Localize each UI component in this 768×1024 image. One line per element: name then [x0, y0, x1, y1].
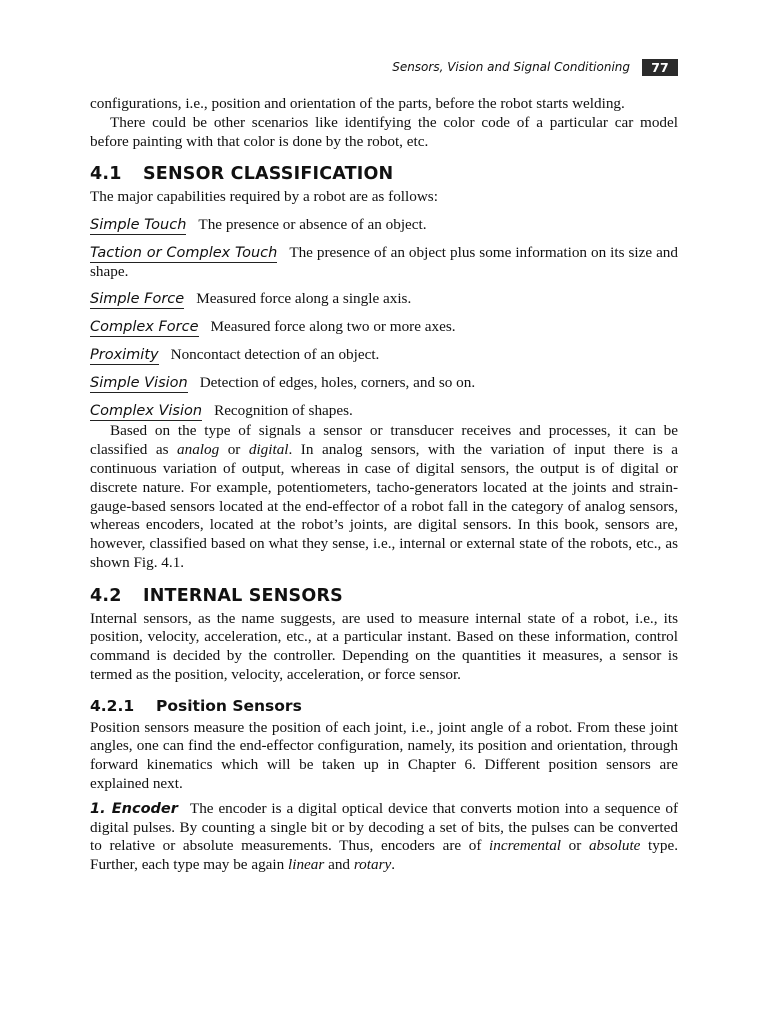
capability-term: Simple Vision	[90, 374, 188, 391]
section-heading-4-2	[90, 587, 678, 606]
encoder-paragraph: 1. Encoder The encoder is a digital optical device that converts motion into a sequence of digital pulses. By counting a single bit or by decoding a set of bits, the pulses can be converted to relative or absolute measurements. Thus, encoders are of incremental or absolute type. Further, each type may be again linear and rotary.	[90, 799, 679, 874]
capability-item	[90, 374, 678, 393]
section-heading-4-1	[90, 165, 678, 184]
capability-term: Simple Touch	[90, 216, 187, 233]
term-digital: digital	[248, 441, 289, 459]
subsection-number: 4.2.1	[90, 696, 135, 715]
capability-term: Complex Vision	[90, 402, 203, 419]
capabilities-lead: The major capabilities required by a robot are as follows:	[90, 188, 438, 206]
running-header	[90, 58, 678, 76]
capability-desc: Recognition of shapes.	[214, 401, 353, 419]
capability-item	[90, 402, 678, 421]
capability-term: Complex Force	[90, 319, 199, 336]
section-number: 4.2	[90, 585, 122, 606]
capability-desc: Measured force along a single axis.	[196, 290, 412, 308]
capability-desc: Noncontact detection of an object.	[170, 345, 380, 363]
subsection-title: Position Sensors	[156, 696, 302, 715]
section-number: 4.1	[90, 164, 122, 185]
page-body	[90, 95, 678, 875]
capability-item	[90, 290, 678, 309]
capability-term: Taction or Complex Touch	[90, 244, 278, 261]
capability-desc: Measured force along two or more axes.	[210, 318, 456, 336]
capability-desc: Detection of edges, holes, corners, and so on.	[199, 373, 476, 391]
capability-item	[90, 346, 678, 365]
intro-paragraph-1: configurations, i.e., position and orientation of the parts, before the robot starts welding.	[90, 95, 625, 112]
running-title: Sensors, Vision and Signal Conditioning	[392, 60, 630, 74]
internal-sensors-paragraph: Internal sensors, as the name suggests, are used to measure internal state of a robot, i.e., its position, velocity, acceleration, etc., at a particular instant. Based on these information, control command is decided by the controller. Depending on the quantities it measures, a sensor is termed as the position, velocity, acceleration, or force sensor.	[90, 609, 678, 683]
page-number-badge: 77	[642, 59, 678, 76]
capability-item	[90, 216, 678, 235]
section-title: INTERNAL SENSORS	[143, 585, 343, 606]
section-title: SENSOR CLASSIFICATION	[143, 164, 394, 185]
intro-paragraph-2: There could be other scenarios like identifying the color code of a particular car model before painting with that color is done by the robot, etc.	[90, 113, 678, 150]
term-analog: analog	[177, 441, 220, 459]
subsection-heading-4-2-1	[90, 697, 678, 716]
capability-term: Proximity	[90, 346, 159, 363]
encoder-label: 1. Encoder	[90, 800, 178, 817]
capability-item	[90, 244, 678, 282]
capability-desc: The presence or absence of an object.	[198, 215, 427, 233]
position-sensors-paragraph: Position sensors measure the position of each joint, i.e., joint angle of a robot. From these joint angles, one can find the end-effector configuration, namely, its position and orientation, through forward kinematics which will be taken up in Chapter 6. Different position sensors are explained next.	[90, 718, 678, 792]
capability-term: Simple Force	[90, 291, 185, 308]
capability-desc: The presence of an object plus some information on its size and shape.	[90, 243, 678, 280]
classification-paragraph: Based on the type of signals a sensor or transducer receives and processes, it can be classified as analog or digital. In analog sensors, with the variation of input there is a continuous variation of output, whereas in case of digital sensors, the output is of digital or discrete nature. For example, potentiometers, tacho-generators located at the joints and strain-gauge-based sensors located at the end-effector of a robot fall in the category of analog sensors, whereas encoders, located at the robot’s joints, are digital sensors. In this book, sensors are, however, classified based on what they sense, i.e., internal or external state of the robots, etc., as shown Fig. 4.1.	[90, 422, 678, 571]
capability-item	[90, 318, 678, 337]
